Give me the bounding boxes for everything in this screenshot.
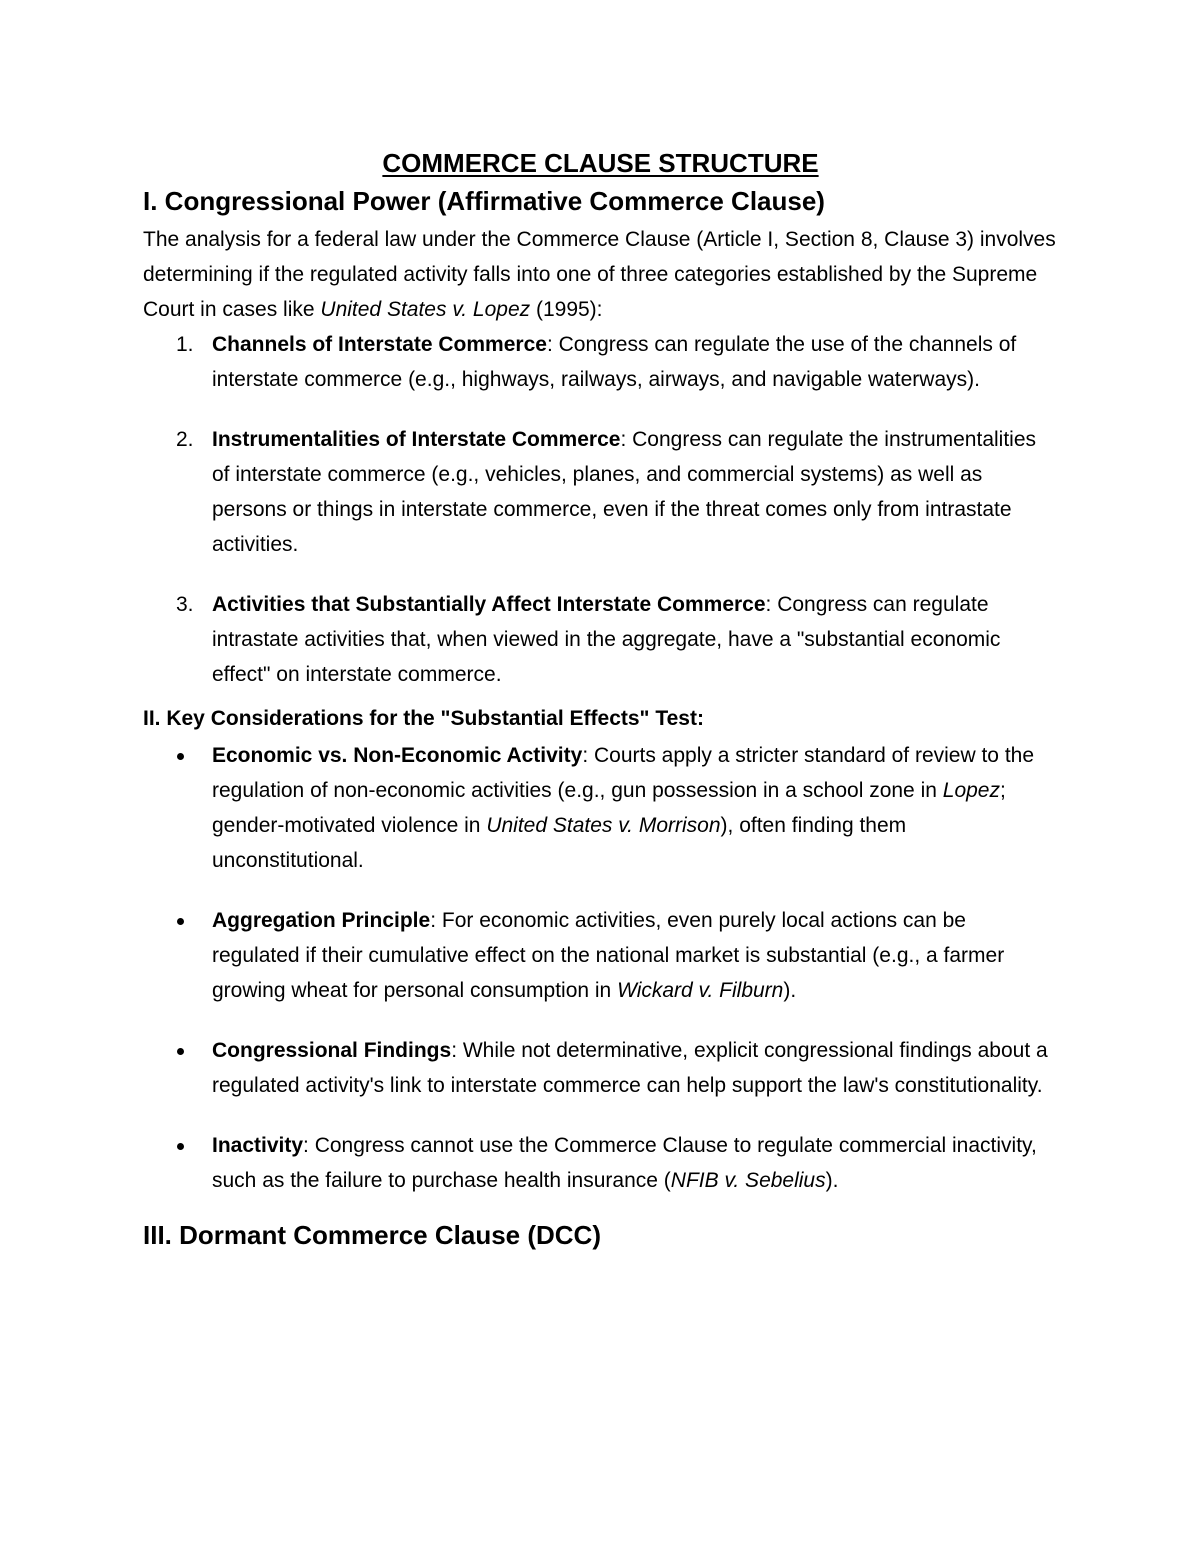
item-term: Congressional Findings [212,1039,452,1062]
intro-text: The analysis for a federal law under the Commerce Clause (Article I, Section 8, Clause 3) involves determining if the regulated activity falls into one of three categories established by the Supreme Court in cases like [143,228,1056,321]
list-item [143,327,1058,397]
list-item [143,422,1058,562]
document-title: COMMERCE CLAUSE STRUCTURE [382,148,819,178]
item-text: : Courts apply a stricter standard of review to the regulation of non-economic activities (e.g., gun possession in a school zone in [212,744,1035,802]
case-citation: Lopez [942,779,1000,802]
bullet-icon [177,753,184,760]
bullet-icon [177,918,184,925]
item-term: Economic vs. Non-Economic Activity [212,744,583,767]
item-term: Inactivity [212,1134,304,1157]
section-1-heading: I. Congressional Power (Affirmative Commerce Clause) [143,186,825,216]
list-number: 2. [176,428,194,451]
item-text: : While not determinative, explicit congressional findings about a regulated activity's link to interstate commerce can help support the law's constitutionality. [212,1039,1048,1097]
section-2-heading: II. Key Considerations for the "Substantial Effects" Test: [143,707,704,730]
item-text: : Congress cannot use the Commerce Clause to regulate commercial inactivity, such as the failure to purchase health insurance ( [212,1134,1037,1192]
item-term: Channels of Interstate Commerce [212,333,547,356]
list-item [143,1128,1058,1198]
categories-list [143,327,1058,692]
list-item [143,738,1058,878]
document-page [143,146,1058,1256]
item-term: Aggregation Principle [212,909,431,932]
case-citation: NFIB v. Sebelius [670,1169,826,1192]
item-term: Activities that Substantially Affect Interstate Commerce [212,593,766,616]
item-text: : Congress can regulate intrastate activities that, when viewed in the aggregate, have a "substantial economic effect" on interstate commerce. [212,593,1001,686]
list-item [143,1033,1058,1103]
item-text: : Congress can regulate the use of the channels of interstate commerce (e.g., highways, railways, airways, and navigable waterways). [212,333,1017,391]
item-text: ; gender-motivated violence in [212,779,1006,837]
section-3-heading: III. Dormant Commerce Clause (DCC) [143,1220,601,1250]
item-text: ). [783,979,797,1002]
item-text: : For economic activities, even purely local actions can be regulated if their cumulative effect on the national market is substantial (e.g., a farmer growing wheat for personal consumption in [212,909,1005,1002]
bullet-icon [177,1048,184,1055]
item-text: ). [825,1169,839,1192]
item-term: Instrumentalities of Interstate Commerce [212,428,621,451]
case-citation: United States v. Morrison [486,814,721,837]
intro-end: (1995): [530,298,603,321]
section-1-intro [143,222,1058,327]
case-citation: Wickard v. Filburn [617,979,784,1002]
considerations-list [143,738,1058,1198]
bullet-icon [177,1143,184,1150]
item-text: : Congress can regulate the instrumentalities of interstate commerce (e.g., vehicles, planes, and commercial systems) as well as persons or things in interstate commerce, even if the threat comes only from intrastate activities. [212,428,1037,556]
list-item [143,587,1058,692]
list-number: 3. [176,593,194,616]
item-text: ), often finding them unconstitutional. [212,814,907,872]
list-item [143,903,1058,1008]
case-citation: United States v. Lopez [320,298,531,321]
list-number: 1. [176,333,194,356]
